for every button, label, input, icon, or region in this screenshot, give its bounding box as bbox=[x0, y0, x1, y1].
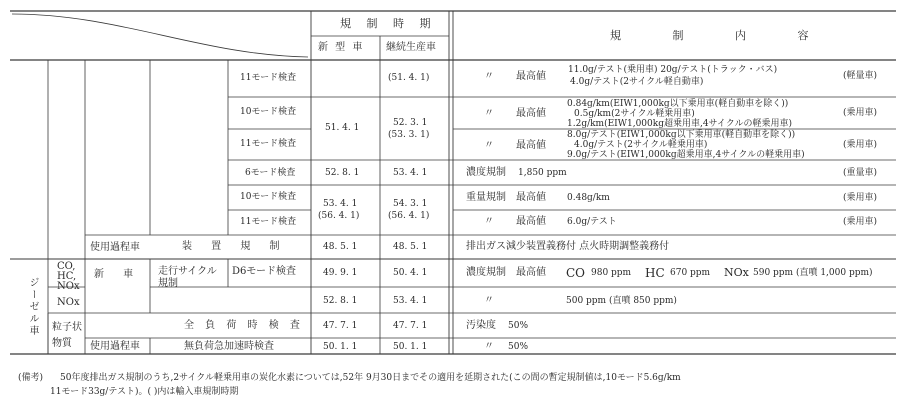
r2-ditto: 〃 bbox=[484, 108, 494, 119]
r10-label: 汚染度 bbox=[466, 320, 496, 331]
pollutant-co: CO, bbox=[57, 261, 76, 272]
r1-ditto: 〃 bbox=[484, 71, 494, 82]
r11-new: 50. 1. 1 bbox=[323, 342, 358, 352]
r2-test: 10モード検査 bbox=[240, 107, 297, 117]
pollutant-hc: HC, bbox=[57, 271, 77, 282]
header-period: 規 制 時 期 bbox=[340, 17, 437, 30]
r2-3-cont-b: (53. 3. 1) bbox=[388, 130, 430, 140]
r8-new: 49. 9. 1 bbox=[323, 268, 358, 278]
particulate-label: 粒子状物質 bbox=[52, 322, 82, 349]
r5-test: 10モード検査 bbox=[240, 192, 297, 202]
r5-6-cont-a: 54. 3. 1 bbox=[393, 199, 428, 209]
r2-label: 最高値 bbox=[516, 108, 546, 119]
diesel-new-car-label: 新 車 bbox=[94, 269, 142, 280]
r11-cont: 50. 1. 1 bbox=[393, 342, 428, 352]
header-content: 規 制 内 容 bbox=[610, 29, 833, 42]
r8-test-b: D6モード検査 bbox=[232, 266, 296, 277]
r6-label: 最高値 bbox=[516, 216, 546, 227]
r8-co: CO bbox=[566, 266, 586, 280]
r3-ditto: 〃 bbox=[484, 140, 494, 151]
notes-line1: 50年度排出ガス規制のうち,2サイクル軽乗用車の炭化水素については,52年 9月30日までその適用を延期された(この間の暫定規制値は,10モード5.6g/km bbox=[60, 373, 681, 383]
r1-cont: (51. 4. 1) bbox=[388, 73, 430, 83]
usage-vehicle-label: 使用過程車 bbox=[90, 242, 140, 253]
r7-text: 排出ガス減少装置義務付 点火時期調整義務付 bbox=[466, 241, 670, 252]
r2-3-cont-a: 52. 3. 1 bbox=[393, 118, 428, 128]
pollutant-nox: NOx bbox=[57, 281, 80, 292]
r1-tag: (軽量車) bbox=[843, 71, 878, 81]
notes-line2: 11モード33g/テスト)。( )内は輸入車規制時期 bbox=[50, 387, 239, 397]
notes-label: (備考) bbox=[18, 373, 44, 383]
r1-label: 最高値 bbox=[516, 71, 546, 82]
diesel-label: ジーゼル車 bbox=[27, 277, 38, 337]
r8-test-a: 走行サイクル規制 bbox=[158, 266, 217, 289]
r5-value: 0.48g/km bbox=[567, 193, 610, 203]
r1-test: 11モード検査 bbox=[240, 73, 297, 83]
r9-new: 52. 8. 1 bbox=[323, 296, 358, 306]
r11-cat: 使用過程車 bbox=[90, 341, 140, 352]
r8-nox: NOx bbox=[724, 266, 749, 279]
header-new-car: 新 型 車 bbox=[318, 42, 365, 53]
r3-tag: (乗用車) bbox=[843, 140, 878, 150]
r2-line3: 1.2g/km(EIW1,000kg超乗用車,4サイクルの軽乗用車) bbox=[567, 119, 792, 129]
r2-3-new: 51. 4. 1 bbox=[325, 123, 360, 133]
r4-tag: (重量車) bbox=[843, 168, 878, 178]
r4-cont: 53. 4. 1 bbox=[393, 168, 428, 178]
r3-test: 11モード検査 bbox=[240, 139, 297, 149]
r2-tag: (乗用車) bbox=[843, 108, 878, 118]
r5-6-new-b: (56. 4. 1) bbox=[318, 211, 360, 221]
r9-ditto: 〃 bbox=[484, 295, 494, 306]
r8-hc: HC bbox=[645, 266, 665, 280]
r11-value: 50% bbox=[508, 342, 529, 352]
r3-label: 最高値 bbox=[516, 140, 546, 151]
r7-cont: 48. 5. 1 bbox=[393, 242, 428, 252]
r4-value: 1,850 ppm bbox=[518, 168, 567, 178]
r4-label: 濃度規制 bbox=[466, 167, 506, 178]
r8-co-value: 980 ppm bbox=[591, 268, 632, 278]
r10-test: 全 負 荷 時 検 査 bbox=[184, 320, 304, 331]
r11-test: 無負荷急加速時検査 bbox=[184, 341, 274, 352]
r1-line2: 4.0g/テスト(2サイクル軽自動車) bbox=[570, 77, 704, 87]
r4-new: 52. 8. 1 bbox=[325, 168, 360, 178]
r6-test: 11モード検査 bbox=[240, 217, 297, 227]
r7-test: 装 置 規 制 bbox=[182, 241, 288, 252]
r1-line1: 11.0g/テスト(乗用車) 20g/テスト(トラック・バス) bbox=[568, 65, 778, 75]
r9-value: 500 ppm (直噴 850 ppm) bbox=[566, 296, 677, 306]
r5-label: 重量規制 bbox=[466, 192, 506, 203]
r10-cont: 47. 7. 1 bbox=[393, 321, 428, 331]
r8-label: 濃度規制 bbox=[466, 267, 506, 278]
r8-label2: 最高値 bbox=[516, 267, 546, 278]
r3-line1: 8.0g/テスト(EIW1,000kg以下乗用車(軽自動車を除く)) bbox=[567, 130, 796, 140]
r6-ditto: 〃 bbox=[484, 216, 494, 227]
r8-hc-value: 670 ppm bbox=[670, 268, 711, 278]
pollutant-nox-only: NOx bbox=[57, 297, 80, 308]
r5-6-cont-b: (56. 4. 1) bbox=[388, 211, 430, 221]
r2-line2: 0.5g/km(2サイクル軽乗用車) bbox=[574, 109, 695, 119]
r5-label2: 最高値 bbox=[516, 192, 546, 203]
r10-value: 50% bbox=[508, 321, 529, 331]
r7-new: 48. 5. 1 bbox=[323, 242, 358, 252]
r8-cont: 50. 4. 1 bbox=[393, 268, 428, 278]
r4-test: 6モード検査 bbox=[245, 168, 296, 178]
r2-line1: 0.84g/km(EIW1,000kg以下乗用車(軽自動車を除く)) bbox=[567, 99, 789, 109]
header-continuing: 継続生産車 bbox=[386, 42, 436, 53]
r3-line3: 9.0g/テスト(EIW1,000kg超乗用車,4サイクルの軽乗用車) bbox=[567, 150, 805, 160]
r3-line2: 4.0g/テスト(2サイクル軽乗用車) bbox=[574, 140, 708, 150]
r8-nox-value: 590 ppm (直噴 1,000 ppm) bbox=[753, 268, 873, 278]
r6-tag: (乗用車) bbox=[843, 217, 878, 227]
r5-tag: (乗用車) bbox=[843, 193, 878, 203]
r5-6-new-a: 53. 4. 1 bbox=[323, 199, 358, 209]
r9-cont: 53. 4. 1 bbox=[393, 296, 428, 306]
r10-new: 47. 7. 1 bbox=[323, 321, 358, 331]
r11-ditto: 〃 bbox=[484, 341, 494, 352]
r6-value: 6.0g/テスト bbox=[567, 217, 617, 227]
